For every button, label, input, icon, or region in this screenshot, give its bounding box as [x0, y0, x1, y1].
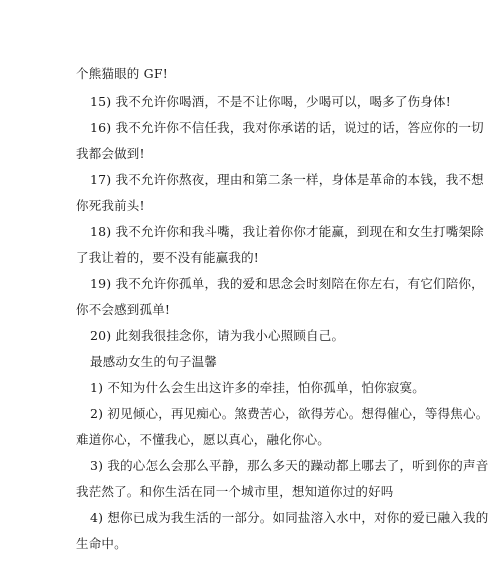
- text-line: 2) 初见倾心，再见痴心。煞费苦心，欲得芳心。想得催心，等得焦心。: [90, 406, 489, 421]
- text-line: 16) 我不允许你不信任我，我对你承诺的话，说过的话，答应你的一切: [90, 120, 484, 135]
- text-line: 3) 我的心怎么会那么平静，那么多天的躁动都上哪去了，听到你的声音: [90, 458, 489, 473]
- text-line: 1) 不知为什么会生出这许多的牵挂，怕你孤单，怕你寂寞。: [90, 380, 425, 395]
- text-line: 难道你心，不懂我心，愿以真心，融化你心。: [76, 432, 331, 447]
- text-line: 17) 我不允许你熬夜，理由和第二条一样，身体是革命的本钱，我不想: [90, 172, 484, 187]
- text-line: 我茫然了。和你生活在同一个城市里，想知道你过的好吗: [76, 484, 394, 499]
- text-line: 你不会感到孤单!: [76, 302, 171, 317]
- text-line: 我都会做到!: [76, 146, 145, 161]
- text-line: 生命中。: [76, 536, 127, 551]
- text-line: 20) 此刻我很挂念你，请为我小心照顾自己。: [90, 328, 345, 343]
- text-line: 你死我前头!: [76, 198, 145, 213]
- text-line: 个熊猫眼的 GF!: [76, 66, 168, 81]
- text-line: 15) 我不允许你喝酒，不是不让你喝，少喝可以，喝多了伤身体!: [90, 94, 451, 109]
- text-line: 4) 想你已成为我生活的一部分。如同盐溶入水中，对你的爱已融入我的: [90, 510, 489, 525]
- section-heading: 最感动女生的句子温馨: [90, 354, 218, 369]
- text-line: 了我让着的，要不没有能赢我的!: [76, 250, 260, 265]
- text-line: 18) 我不允许你和我斗嘴，我让着你你才能赢，到现在和女生打嘴架除: [90, 224, 484, 239]
- text-line: 19) 我不允许你孤单，我的爱和思念会时刻陪在你左右，有它们陪你，: [90, 276, 484, 291]
